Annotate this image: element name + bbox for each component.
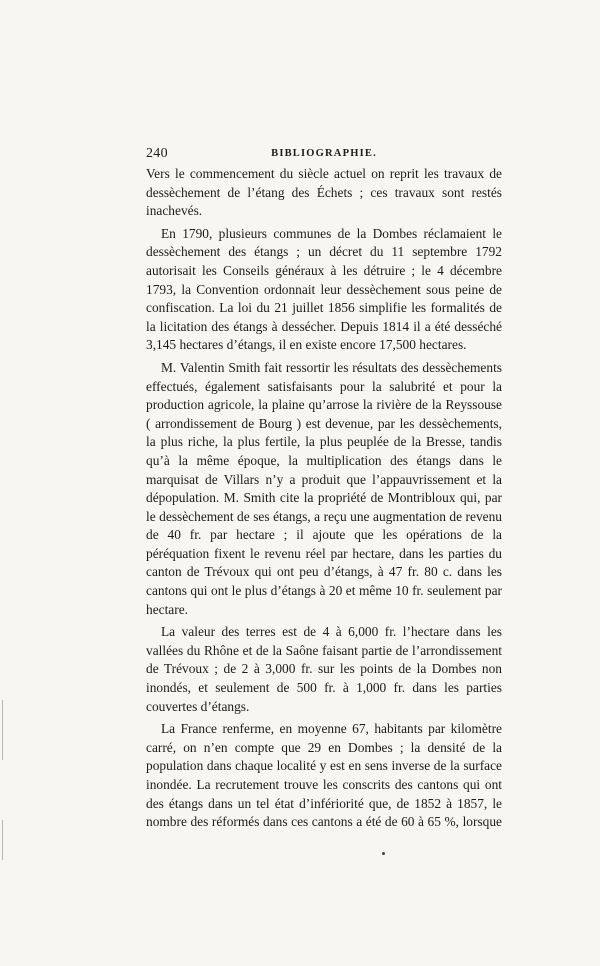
paragraph-land-values: La valeur des terres est de 4 à 6,000 fr. l’hectare dans les vallées du Rhône et de la Saône faisant partie de l’arrondissement de Trévoux ; de 2 à 3,000 fr. sur les points de la Dombes non inondés, et seulement de 500 fr. à 1,000 fr. dans les parties couvertes d’étangs. <box>146 624 502 714</box>
paragraph-valentin-smith: M. Valentin Smith fait ressortir les résultats des dessèchements effectués, également satisfaisants pour la salubrité et pour la production agricole, la plaine qu’arrose la rivière de la Reyssouse ( arrondissement de Bourg ) est devenue, par les dessèchements, la plus riche, la plus fertile, la plus peuplée de la Bresse, tandis qu’à la même époque, la multiplication des étangs dans le marquisat de Villars n’y a produit que l’appauvrissement et la dépopulation. M. Smith cite la propriété de Montribloux qui, par le dessèchement de ses étangs, a reçu une augmentation de revenu de 40 fr. par hectare ; il ajoute que les opérations de la péréquation fixent le revenu réel par hectare, dans les parties du canton de Trévoux qui ont peu d’étangs, à 47 fr. 80 c. dans les cantons qui ont le plus d’étangs à 20 et même 10 fr. seulement par hectare. <box>146 359 502 617</box>
scan-edge-mark <box>2 700 3 760</box>
scan-edge-mark <box>2 820 3 860</box>
paragraph-dessechement-history: En 1790, plusieurs communes de la Dombes réclamaient le dessèchement des étangs ; un décret du 11 septembre 1792 autorisait les Conseils généraux à les détruire ; le 4 décembre 1793, la Convention ordonnait leur dessèchement sous peine de confiscation. La loi du 21 juillet 1856 simplifie les formalités de la licitation des étangs à dessécher. Depuis 1814 il a été desséché 3,145 hectares d’étangs, il en existe encore 17,500 hectares. <box>146 225 502 353</box>
running-head: BIBLIOGRAPHIE. <box>271 148 377 159</box>
page-header <box>146 146 502 164</box>
printer-dot <box>382 852 385 855</box>
body-text <box>146 165 502 836</box>
page-number: 240 <box>146 146 168 161</box>
paragraph-population-density: La France renferme, en moyenne 67, habitants par kilomètre carré, on n’en compte que 29 en Dombes ; la densité de la population dans chaque localité y est en sens inverse de la surface inondée. La recrutement trouve les conscrits des cantons qui ont des étangs dans un tel état d’infériorité que, de 1852 à 1857, le nombre des réformés dans ces cantons a été de 60 à 65 %, lorsque <box>146 721 502 830</box>
paragraph-etang-des-echets: Vers le commencement du siècle actuel on reprit les travaux de dessèchement de l’étang des Échets ; ces travaux sont restés inachevés. <box>146 166 502 219</box>
